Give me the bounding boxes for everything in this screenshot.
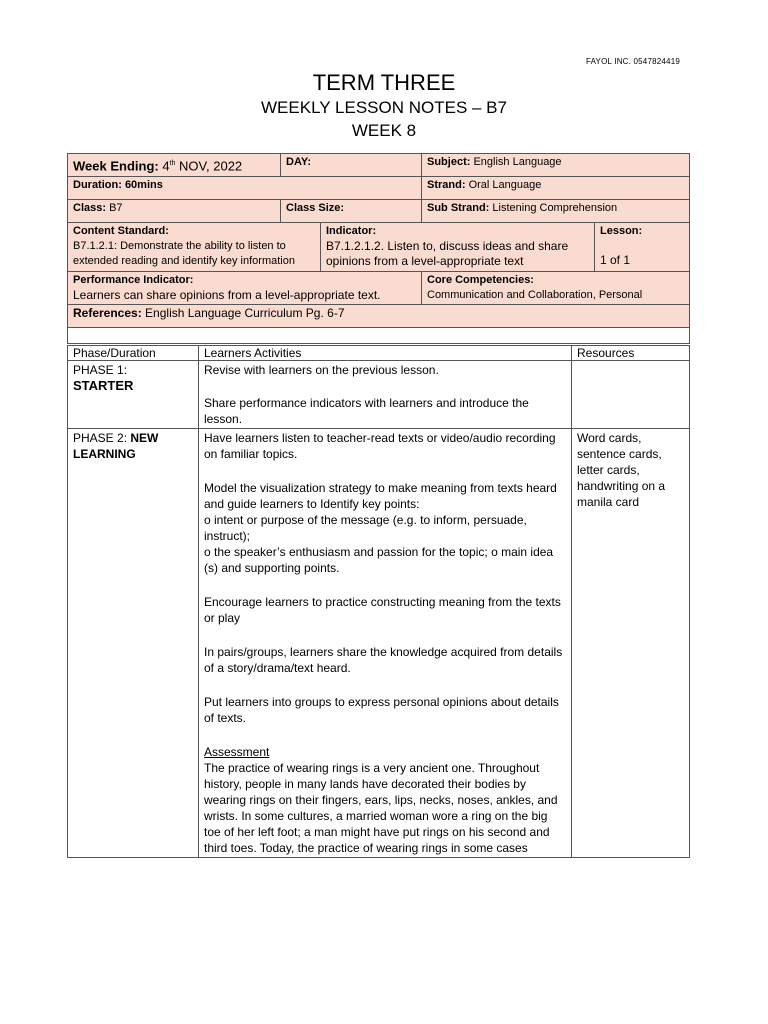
sub-strand-cell (422, 200, 690, 223)
spacer-row (68, 328, 690, 344)
table-header-row (68, 346, 690, 361)
subject-cell (422, 154, 690, 177)
lesson-cell (595, 223, 690, 272)
phase2-prefix: PHASE 2: (73, 431, 128, 445)
strand-label: Strand: (427, 179, 466, 192)
content-standard-label: Content Standard: (73, 225, 169, 238)
indicator-label: Indicator: (326, 225, 377, 238)
phase2-activity-5: Put learners into groups to express personal opinions about details of texts. (204, 695, 559, 725)
references-label: References: (73, 306, 142, 321)
lesson-value: 1 of 1 (600, 253, 631, 268)
lesson-phases-table (67, 345, 690, 858)
class-label: Class: (73, 202, 107, 215)
week-label: WEEK 8 (351, 121, 417, 140)
phase2-name-1: NEW (130, 431, 159, 445)
subject-value: English Language (473, 156, 562, 168)
class-value: B7 (109, 202, 123, 215)
day-cell: DAY: (281, 154, 422, 177)
phase2-activity-2c: o the speaker’s enthusiasm and passion for the topic; o main idea (s) and supporting points. (204, 545, 554, 575)
performance-indicator-label: Performance Indicator: (73, 274, 194, 287)
assessment-heading: Assessment (204, 745, 270, 759)
assessment-block (204, 744, 566, 856)
content-standard-cell (68, 223, 321, 272)
sub-strand-value: Listening Comprehension (492, 202, 618, 215)
page-title: TERM THREE (312, 70, 456, 95)
col-resources-header: Resources (572, 346, 690, 361)
lesson-header-table (67, 153, 690, 344)
week-ending-cell (68, 154, 281, 177)
phase1-prefix: PHASE 1: (73, 363, 128, 377)
phase2-activities (199, 429, 572, 858)
references-cell (68, 305, 690, 328)
indicator-cell (321, 223, 595, 272)
week-ending-date: NOV, 2022 (175, 158, 243, 174)
content-standard-value: B7.1.2.1: Demonstrate the ability to listen to extended reading and identify key information (73, 240, 295, 268)
phase1-activity-1: Revise with learners on the previous lesson. (204, 363, 439, 377)
phase2-activity-1: Have learners listen to teacher-read texts or video/audio recording on familiar topics. (204, 431, 556, 461)
table-row (68, 361, 690, 429)
phase1-activity-2: Share performance indicators with learners and introduce the lesson. (204, 396, 529, 426)
strand-value: Oral Language (468, 179, 542, 192)
performance-indicator-value: Learners can share opinions from a level-appropriate text. (73, 288, 381, 303)
phase2-cell (68, 429, 199, 858)
phase2-name-2: LEARNING (73, 447, 136, 461)
col-phase-header: Phase/Duration (68, 346, 199, 361)
core-competencies-label: Core Competencies: (427, 274, 534, 287)
title-block (0, 70, 768, 142)
phase2-resources: Word cards, sentence cards, letter cards, handwriting on a manila card (572, 429, 690, 858)
references-value: English Language Curriculum Pg. 6-7 (145, 306, 345, 321)
class-size-cell: Class Size: (281, 200, 422, 223)
phase1-name: STARTER (73, 378, 134, 393)
week-ending-suffix: th (169, 160, 176, 167)
sub-strand-label: Sub Strand: (427, 202, 490, 215)
duration-cell: Duration: 60mins (68, 177, 422, 200)
subject-label: Subject: (427, 156, 471, 168)
phase2-activity-3: Encourage learners to practice constructing meaning from the texts or play (204, 595, 561, 625)
phase1-resources (572, 361, 690, 429)
col-activities-header: Learners Activities (199, 346, 572, 361)
phase2-activity-2b: o intent or purpose of the message (e.g. to inform, persuade, instruct); (204, 513, 527, 543)
table-row (68, 429, 690, 858)
lesson-label: Lesson: (600, 225, 643, 238)
phase1-cell (68, 361, 199, 429)
phase1-activities (199, 361, 572, 429)
page-subtitle: WEEKLY LESSON NOTES – B7 (261, 98, 507, 117)
core-competencies-cell (422, 272, 690, 305)
phase2-activity-4: In pairs/groups, learners share the knowledge acquired from details of a story/drama/text heard. (204, 645, 563, 675)
performance-indicator-cell (68, 272, 422, 305)
week-ending-label: Week Ending: (73, 158, 159, 174)
assessment-text: The practice of wearing rings is a very ancient one. Throughout history, people in many lands have decorated their bodies by wearing rings on their fingers, ears, lips, necks, noses, ankles, and wrists. In some cultures, a married woman wore a ring on the big toe of her left foot; a man might have put rings on his second and third toes. Today, the practice of wearing rings in some cases (204, 761, 558, 855)
strand-cell (422, 177, 690, 200)
class-cell (68, 200, 281, 223)
company-contact: FAYOL INC. 0547824419 (585, 57, 680, 66)
core-competencies-value: Communication and Collaboration, Personal (427, 289, 643, 302)
phase2-activity-2a: Model the visualization strategy to make meaning from texts heard and guide learners to Identify key points: (204, 481, 557, 511)
week-ending-day: 4 (162, 158, 170, 174)
indicator-value: B7.1.2.1.2. Listen to, discuss ideas and share opinions from a level-appropriate text (326, 239, 569, 269)
phase2-activity-2 (204, 480, 566, 576)
